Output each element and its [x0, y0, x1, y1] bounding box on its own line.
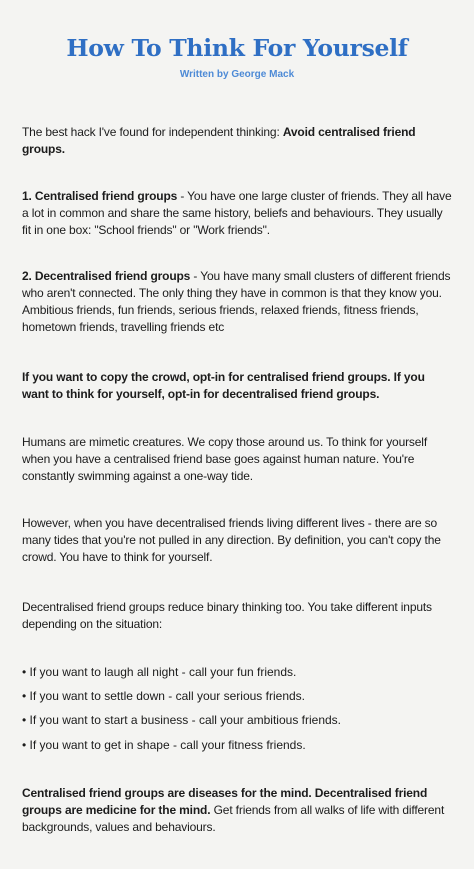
bullet-item-fitness: • If you want to get in shape - call your fitness friends. — [22, 738, 306, 752]
bullet-item-serious: • If you want to settle down - call your serious friends. — [22, 689, 305, 703]
however-paragraph: However, when you have decentralised friends living different lives - there are so many tides that you're not pulled in any direction. By definition, you can't copy the crowd. You have to think for yourself. — [22, 516, 441, 564]
bullet-item-fun: • If you want to laugh all night - call your fun friends. — [22, 665, 297, 679]
point-centralised — [22, 188, 454, 239]
bullet-item-ambitious: • If you want to start a business - call your ambitious friends. — [22, 713, 342, 727]
conclusion-text: Get friends from all walks of life with different backgrounds, values and behaviours. — [22, 803, 445, 834]
point-decentralised-heading: 2. Decentralised friend groups — [22, 269, 191, 283]
point-centralised-heading: 1. Centralised friend groups — [22, 189, 178, 203]
point-decentralised-text: - You have many small clusters of different friends who aren't connected. The only thing they have in common is that they know you. Ambitious friends, fun friends, serious friends, relaxed friends, fitness friends, hometown friends, travelling friends etc — [22, 269, 451, 334]
callout-paragraph: If you want to copy the crowd, opt-in for centralised friend groups. If you want to think for yourself, opt-in for decentralised friend groups. — [22, 370, 425, 401]
article-title: How To Think For Yourself — [66, 34, 408, 62]
point-centralised-text: - You have one large cluster of friends. They all have a lot in common and share the same history, beliefs and behaviours. They usually fit in one box: "School friends" or "Work friends". — [22, 189, 452, 237]
conclusion-paragraph — [22, 785, 454, 836]
binary-paragraph: Decentralised friend groups reduce binary thinking too. You take different inputs depending on the situation: — [22, 600, 432, 631]
intro-bold: Avoid centralised friend groups. — [22, 125, 416, 156]
conclusion-bold: Centralised friend groups are diseases for the mind. Decentralised friend groups are medicine for the mind. — [22, 786, 428, 817]
intro-text: The best hack I've found for independent thinking: — [22, 125, 283, 139]
intro-paragraph — [22, 124, 454, 158]
point-decentralised — [22, 268, 454, 336]
mimetic-paragraph: Humans are mimetic creatures. We copy those around us. To think for yourself when you have a centralised friend base goes against human nature. You're constantly swimming against a one-way tide. — [22, 435, 428, 483]
author-byline: Written by George Mack — [179, 69, 295, 80]
